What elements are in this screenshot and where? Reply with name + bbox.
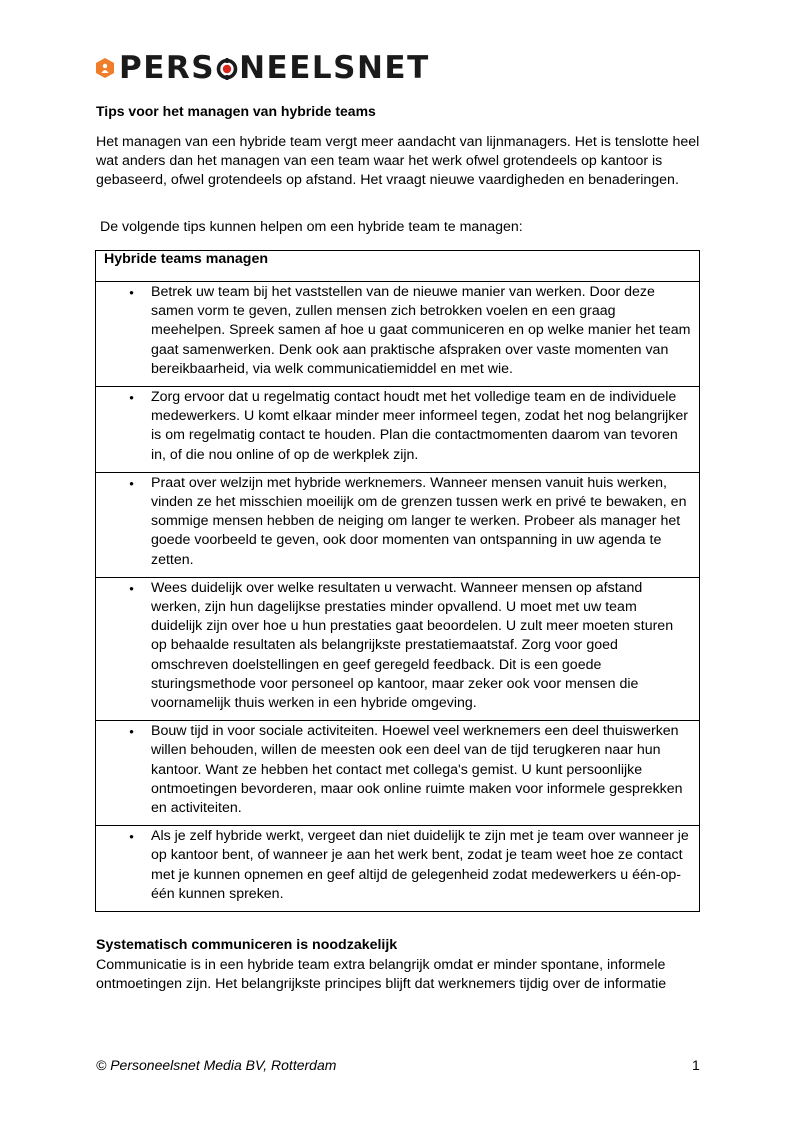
- tip-text: Betrek uw team bij het vaststellen van de nieuwe manier van werken. Door deze samen vorm te geven, zullen mensen zich betrokken voelen en een graag meehelpen. Spreek samen af hoe u gaat communiceren en op welke manier het team gaat samenwerken. Denk ook aan praktische afspraken over vaste momenten van bereikbaarheid, via welk communicatiemiddel en met wie.: [151, 284, 691, 377]
- table-header: Hybride teams managen: [96, 251, 700, 282]
- table-row: [96, 472, 700, 577]
- page-number: 1: [692, 1057, 700, 1073]
- table-row: [96, 282, 700, 387]
- bullet-icon: •: [129, 390, 134, 406]
- tip-text: Als je zelf hybride werkt, vergeet dan niet duidelijk te zijn met je team over wanneer je op kantoor bent, of wanneer je aan het werk bent, zodat je team weet hoe ze contact met je kunnen opnemen en geef altijd de gelegenheid zodat medewerkers u één-op-één kunnen spreken.: [151, 828, 689, 902]
- page-title: Tips voor het managen van hybride teams: [96, 103, 376, 119]
- bullet-icon: •: [129, 285, 134, 300]
- section-heading: Systematisch communiceren is noodzakelijk: [96, 937, 398, 953]
- bullet-icon: •: [129, 724, 134, 740]
- tip-text: Bouw tijd in voor sociale activiteiten. Hoewel veel werknemers een deel thuiswerken willen behouden, willen de meesten ook een deel van de tijd terugkeren naar hun kantoor. Want ze hebben het contact met collega's gemist. U kunt persoonlijke ontmoetingen bevorderen, maar ook online ruimte maken voor informele gesprekken en activiteiten.: [151, 723, 683, 817]
- footer-copyright: © Personeelsnet Media BV, Rotterdam: [96, 1057, 337, 1073]
- tip-text: Zorg ervoor dat u regelmatig contact houdt met het volledige team en de individuele medewerkers. U komt elkaar minder meer informeel tegen, zodat het nog belangrijker is om regelmatig contact te houden. Plan die contactmomenten daarom van tevoren in, of die nou online of op de werkplek zijn.: [151, 389, 689, 463]
- target-o-icon: [216, 58, 238, 80]
- bullet-icon: •: [129, 580, 134, 596]
- intro-paragraph-2: De volgende tips kunnen helpen om een hybride team te managen:: [99, 219, 523, 235]
- tips-table: [95, 250, 700, 912]
- table-row: [96, 721, 700, 826]
- tip-text: Wees duidelijk over welke resultaten u verwacht. Wanneer mensen op afstand werken, zijn hun dagelijkse prestaties minder opvallend. U moet met uw team duidelijk zijn over hoe u hun prestaties gaat beoordelen. U zult meer moeten sturen op behaalde resultaten als belangrijkste prestatiemaatstaf. Zorg voor goed omschreven doelstellingen en geef geregeld feedback. Dit is een goede sturingsmethode voor personeel op kantoor, maar zeker ook voor mensen die voornamelijk thuis werken in een hybride omgeving.: [151, 579, 674, 712]
- hexagon-badge-icon: [96, 58, 114, 78]
- personeelsnet-logo: [96, 50, 430, 86]
- bullet-icon: •: [129, 475, 134, 491]
- table-row: [96, 387, 700, 473]
- tip-text: Praat over welzijn met hybride werknemers. Wanneer mensen vanuit huis werken, vinden ze het misschien moeilijk om de grenzen tussen werk en privé te bewaken, en sommige mensen hebben de neiging om langer te werken. Probeer als manager het goede voorbeeld te geven, ook door momenten van ontspanning in uw agenda te zetten.: [151, 474, 687, 568]
- section-paragraph: Communicatie is in een hybride team extra belangrijk omdat er minder spontane, informele ontmoetingen zijn. Het belangrijkste principes blijft dat werknemers tijdig over de informatie: [96, 957, 667, 993]
- table-row: [96, 826, 700, 912]
- intro-paragraph: Het managen van een hybride team vergt meer aandacht van lijnmanagers. Het is tenslotte heel wat anders dan het managen van een team waar het werk ofwel grotendeels op kantoor is gebaseerd, ofwel grotendeels op afstand. Het vraagt nieuwe vaardigheden en benaderingen.: [96, 134, 700, 189]
- logo-wordmark: PERS NEELSNET: [119, 50, 430, 86]
- table-row: [96, 577, 700, 720]
- bullet-icon: •: [129, 829, 134, 845]
